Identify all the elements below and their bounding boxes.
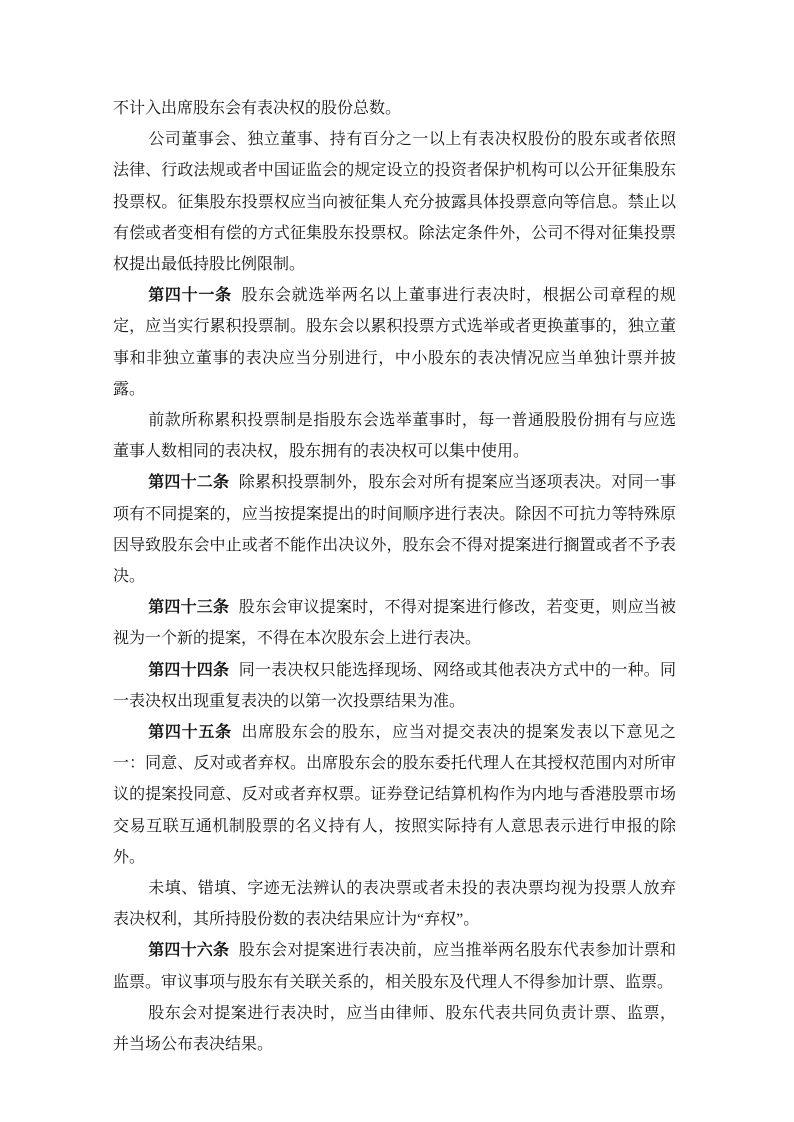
- paragraph-text: 未填、错填、字迹无法辨认的表决票或者未投的表决票均视为投票人放弃表决权利，其所持股份数的表决结果应计为“弃权”。: [113, 880, 676, 929]
- article-paragraph: [113, 935, 676, 997]
- article-paragraph: [113, 592, 676, 654]
- paragraph-text: 公司董事会、独立董事、持有百分之一以上有表决权股份的股东或者依照法律、行政法规或者中国证监会的规定设立的投资者保护机构可以公开征集股东投票权。征集股东投票权应当向被征集人充分披露具体投票意向等信息。禁止以有偿或者变相有偿的方式征集股东投票权。除法定条件外，公司不得对征集投票权提出最低持股比例限制。: [113, 131, 676, 274]
- paragraph-text: 出席股东会的股东，应当对提交表决的提案发表以下意见之一：同意、反对或者弃权。出席股东会的股东委托代理人在其授权范围内对所审议的提案投同意、反对或者弃权票。证券登记结算机构作为内地与香港股票市场交易互联互通机制股票的名义持有人，按照实际持有人意思表示进行申报的除外。: [113, 724, 676, 866]
- paragraph: [113, 124, 676, 280]
- paragraph: [113, 998, 676, 1060]
- article-paragraph: [113, 280, 676, 405]
- paragraph-text: 股东会审议提案时，不得对提案进行修改，若变更，则应当被视为一个新的提案，不得在本次股东会上进行表决。: [113, 599, 676, 648]
- paragraph: [113, 405, 676, 467]
- paragraph-text: 股东会对提案进行表决时，应当由律师、股东代表共同负责计票、监票，并当场公布表决结果。: [113, 1004, 676, 1054]
- article-paragraph: [113, 467, 676, 592]
- article-number: 第四十六条: [148, 942, 230, 960]
- paragraph-text: 不计入出席股东会有表决权的股份总数。: [113, 100, 402, 117]
- article-number: 第四十三条: [148, 599, 230, 617]
- paragraph-text: 前款所称累积投票制是指股东会选举董事时，每一普通股股份拥有与应选董事人数相同的表决权，股东拥有的表决权可以集中使用。: [113, 412, 676, 461]
- article-number: 第四十五条: [148, 724, 232, 742]
- paragraph-text: 除累积投票制外，股东会对所有提案应当逐项表决。对同一事项有不同提案的，应当按提案提出的时间顺序进行表决。除因不可抗力等特殊原因导致股东会中止或者不能作出决议外，股东会不得对提案进行搁置或者不予表决。: [113, 474, 676, 586]
- article-number: 第四十四条: [148, 661, 230, 679]
- article-paragraph: [113, 655, 676, 717]
- article-number: 第四十二条: [148, 474, 230, 492]
- article-paragraph: [113, 717, 676, 873]
- article-number: 第四十一条: [148, 287, 232, 305]
- paragraph: [113, 93, 676, 124]
- paragraph-text: 股东会对提案进行表决前，应当推举两名股东代表参加计票和监票。审议事项与股东有关联关系的，相关股东及代理人不得参加计票、监票。: [113, 942, 676, 991]
- paragraph-text: 同一表决权只能选择现场、网络或其他表决方式中的一种。同一表决权出现重复表决的以第一次投票结果为准。: [113, 661, 676, 710]
- paragraph: [113, 873, 676, 935]
- paragraph-text: 股东会就选举两名以上董事进行表决时，根据公司章程的规定，应当实行累积投票制。股东会以累积投票方式选举或者更换董事的，独立董事和非独立董事的表决应当分别进行，中小股东的表决情况应当单独计票并披露。: [113, 287, 676, 398]
- text-block: [113, 93, 676, 1060]
